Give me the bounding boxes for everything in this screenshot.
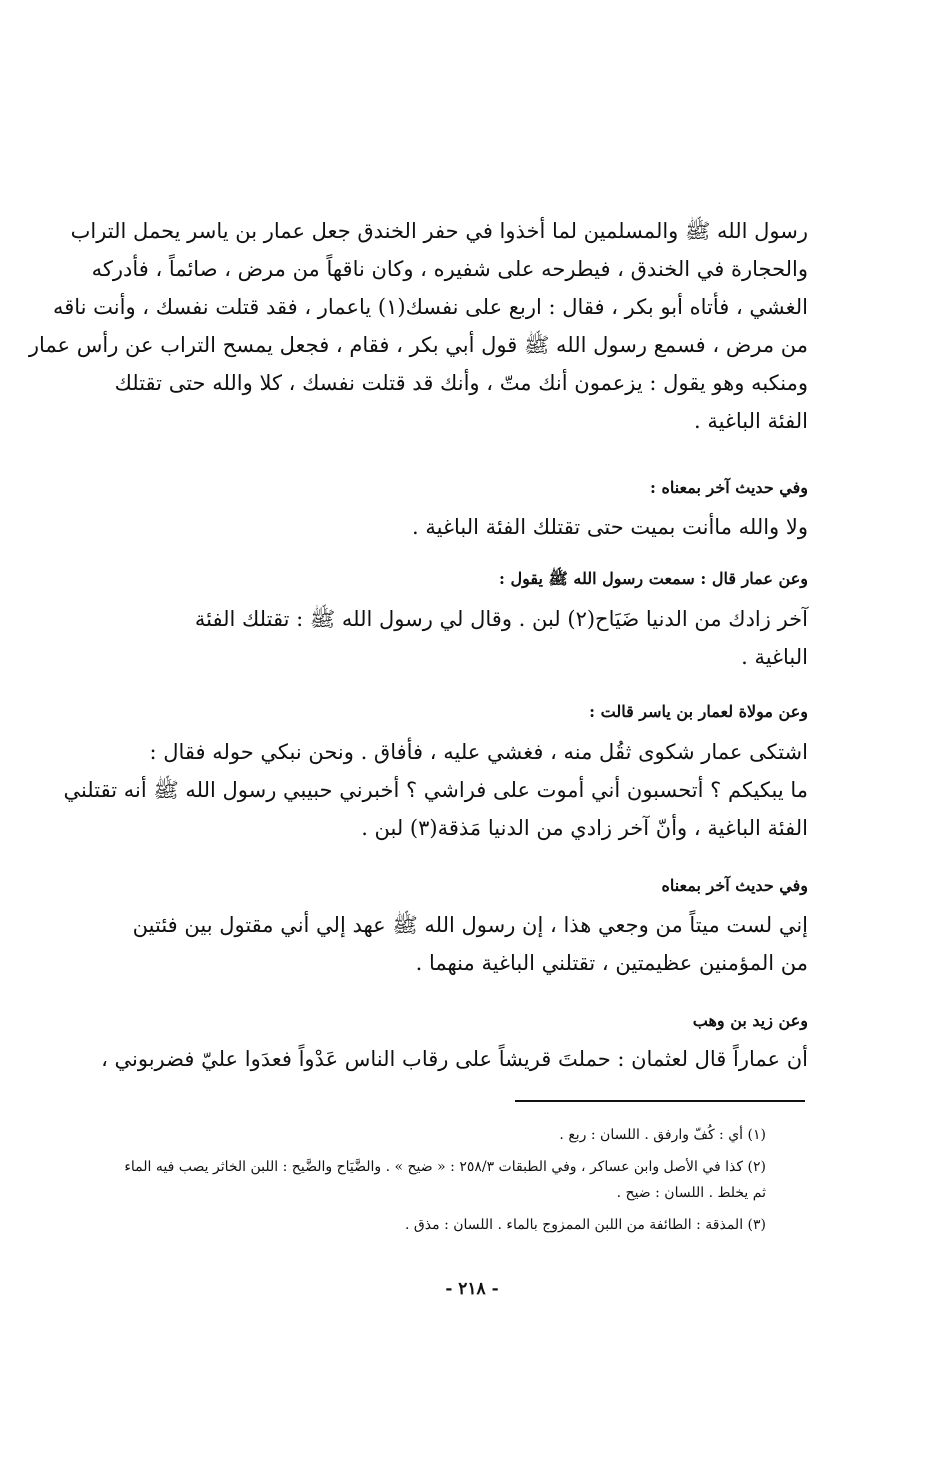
- paragraph-hadith-3: [118, 600, 808, 676]
- section-heading: وعن مولاة لعمار بن ياسر قالت :: [589, 702, 808, 721]
- paragraph-hadith-6: [101, 1040, 808, 1078]
- body-line: الغشي ، فأتاه أبو بكر ، فقال : اربع على نفسك(١) ياعمار ، فقد قتلت نفسك ، وأنت ناقه: [52, 295, 808, 319]
- page-number: - ٢١٨ -: [445, 1279, 499, 1299]
- body-line: إني لست ميتاً من وجعي هذا ، إن رسول الله ﷺ عهد إلي أني مقتول بين فئتين: [132, 913, 808, 937]
- body-line: الفئة الباغية .: [693, 409, 808, 433]
- paragraph-hadith-4: [63, 733, 808, 847]
- body-line: ولا والله ماأنت بميت حتى تقتلك الفئة الباغية .: [412, 515, 808, 539]
- body-line: والحجارة في الخندق ، فيطرحه على شفيره ، وكان ناقهاً من مرض ، صائماً ، فأدركه: [91, 257, 808, 281]
- body-line: ما يبكيكم ؟ أتحسبون أني أموت على فراشي ؟ أخبرني حبيبي رسول الله ﷺ أنه تقتلني: [63, 778, 808, 802]
- body-line: رسول الله ﷺ والمسلمين لما أخذوا في حفر الخندق جعل عمار بن ياسر يحمل التراب: [70, 219, 808, 243]
- body-line: من مرض ، فسمع رسول الله ﷺ قول أبي بكر ، فقام ، فجعل يمسح التراب عن رأس عمار: [28, 333, 808, 357]
- section-heading: وعن عمار قال : سمعت رسول الله ﷺ يقول :: [498, 569, 808, 588]
- footnote: (١) أي : كُفّ وارفق . اللسان : ربع .: [559, 1127, 766, 1143]
- body-line: آخر زادك من الدنيا ضَيَاح(٢) لبن . وقال لي رسول الله ﷺ : تقتلك الفئة: [194, 607, 808, 631]
- section-heading: وعن زيد بن وهب: [692, 1011, 808, 1030]
- paragraph-hadith-2: [118, 508, 808, 546]
- body-line: اشتكى عمار شكوى ثقُل منه ، فغشي عليه ، فأفاق . ونحن نبكي حوله فقال :: [149, 740, 808, 764]
- footnote: (٣) المذقة : الطائفة من اللبن الممزوج بالماء . اللسان : مذق .: [405, 1217, 766, 1233]
- footnotes: [118, 1122, 808, 1244]
- body-line: الباغية .: [741, 645, 808, 669]
- paragraph-hadith-5: [118, 906, 808, 982]
- footnote-divider: [515, 1100, 805, 1102]
- paragraph-khandaq: [28, 212, 808, 440]
- body-line: الفئة الباغية ، وأنّ آخر زادي من الدنيا مَذقة(٣) لبن .: [361, 816, 808, 840]
- section-heading: وفي حديث آخر بمعناه :: [649, 478, 808, 497]
- body-line: ومنكبه وهو يقول : يزعمون أنك متّ ، وأنك قد قتلت نفسك ، كلا والله حتى تقتلك: [114, 371, 808, 395]
- body-line: أن عماراً قال لعثمان : حملتَ قريشاً على رقاب الناس عَدْواً فعدَوا عليّ فضربوني ،: [101, 1047, 808, 1071]
- body-line: من المؤمنين عظيمتين ، تقتلني الباغية منهما .: [415, 951, 808, 975]
- section-heading: وفي حديث آخر بمعناه: [661, 876, 808, 895]
- footnote: (٢) كذا في الأصل وابن عساكر ، وفي الطبقات ٢٥٨/٣ : « ضيح » . والضَّيَاح والضَّيح : اللبن الخاثر يصب فيه الماء ثم يخلط . اللسان : ضيح .: [124, 1159, 766, 1201]
